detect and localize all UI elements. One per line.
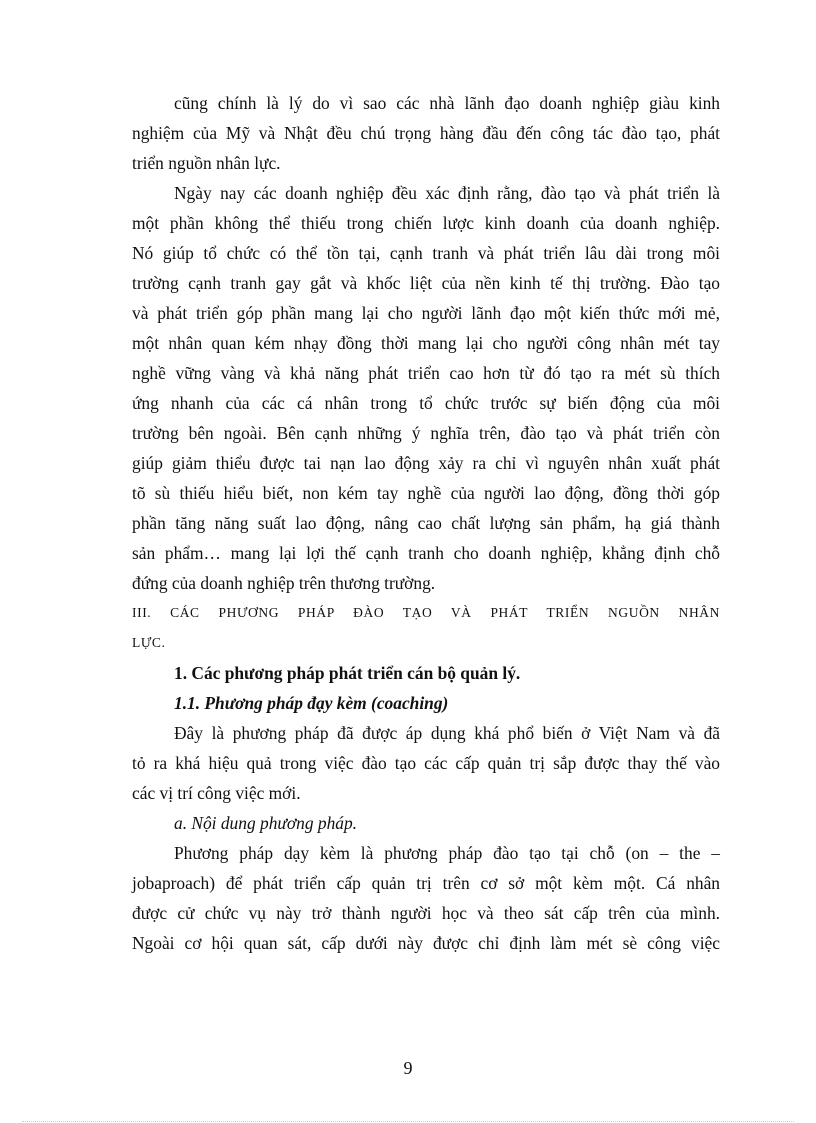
text-line: nghề vững vàng và khả năng phát triển cao hơn từ đó tạo ra mét sù thích xyxy=(132,363,720,383)
text-line: trường cạnh tranh gay gắt và khốc liệt của nền kinh tế thị trường. Đào tạo xyxy=(132,273,720,293)
subheading-1: 1. Các phương pháp phát triển cán bộ quản lý. xyxy=(174,663,521,683)
text-line: sản phẩm… mang lại lợi thế cạnh tranh cho doanh nghiệp, khẳng định chỗ xyxy=(132,543,720,563)
page-number: 9 xyxy=(403,1058,413,1078)
text-line: Phương pháp dạy kèm là phương pháp đào tạo tại chỗ (on – the – xyxy=(174,843,720,863)
footer-divider xyxy=(22,1121,794,1122)
text-line: và phát triển góp phần mang lại cho người lãnh đạo một kiến thức mới mẻ, xyxy=(132,303,720,323)
text-line: trường bên ngoài. Bên cạnh những ý nghĩa trên, đào tạo và phát triển còn xyxy=(132,423,720,443)
paragraph-1 xyxy=(132,88,720,178)
text-line: tõ sù thiếu hiểu biết, non kém tay nghề của người lao động, đồng thời góp xyxy=(132,483,720,503)
subheading-a: a. Nội dung phương pháp. xyxy=(174,813,358,833)
paragraph-4 xyxy=(132,838,720,958)
paragraph-2 xyxy=(132,178,720,598)
heading-line: III. CÁC PHƯƠNG PHÁP ĐÀO TẠO VÀ PHÁT TRIỂN NGUỒN NHÂN xyxy=(132,605,720,620)
text-line: một nhân quan kém nhạy đồng thời mang lại cho người công nhân mét tay xyxy=(132,333,720,353)
text-line: cũng chính là lý do vì sao các nhà lãnh đạo doanh nghiệp giàu kinh xyxy=(174,93,720,113)
text-line: tỏ ra khá hiệu quả trong việc đào tạo các cấp quản trị sắp được thay thế vào xyxy=(132,753,720,773)
text-line: một phần không thể thiếu trong chiến lược kinh doanh của doanh nghiệp. xyxy=(132,213,720,233)
text-line: phần tăng năng suất lao động, nâng cao chất lượng sản phẩm, hạ giá thành xyxy=(132,513,720,533)
subheading-1-1: 1.1. Phương pháp đạy kèm (coaching) xyxy=(174,693,449,713)
text-line: được cử chức vụ này trở thành người học và theo sát cấp trên của mình. xyxy=(132,903,720,923)
text-line: Nó giúp tổ chức có thể tồn tại, cạnh tranh và phát triển lâu dài trong môi xyxy=(132,243,720,263)
paragraph-3 xyxy=(132,718,720,808)
text-line: jobaproach) để phát triển cấp quản trị trên cơ sở một kèm một. Cá nhân xyxy=(132,873,720,893)
text-line: nghiệm của Mỹ và Nhật đều chú trọng hàng đầu đến công tác đào tạo, phát xyxy=(132,123,720,143)
text-line: đứng của doanh nghiệp trên thương trường. xyxy=(132,573,436,593)
text-line: Đây là phương pháp đã được áp dụng khá phổ biến ở Việt Nam và đã xyxy=(174,723,720,743)
text-line: ứng nhanh của các cá nhân trong tổ chức trước sự biến động của môi xyxy=(132,393,720,413)
text-line: Ngày nay các doanh nghiệp đều xác định rằng, đào tạo và phát triển là xyxy=(174,183,720,203)
text-line: giúp giảm thiểu được tai nạn lao động xảy ra chỉ vì nguyên nhân xuất phát xyxy=(132,453,720,473)
text-line: triển nguồn nhân lực. xyxy=(132,153,281,173)
page-body xyxy=(132,88,720,958)
section-heading xyxy=(132,598,720,658)
heading-line: LỰC. xyxy=(132,635,166,650)
text-line: Ngoài cơ hội quan sát, cấp dưới này được chỉ định làm mét sè công việc xyxy=(132,933,720,953)
text-line: các vị trí công việc mới. xyxy=(132,783,301,803)
